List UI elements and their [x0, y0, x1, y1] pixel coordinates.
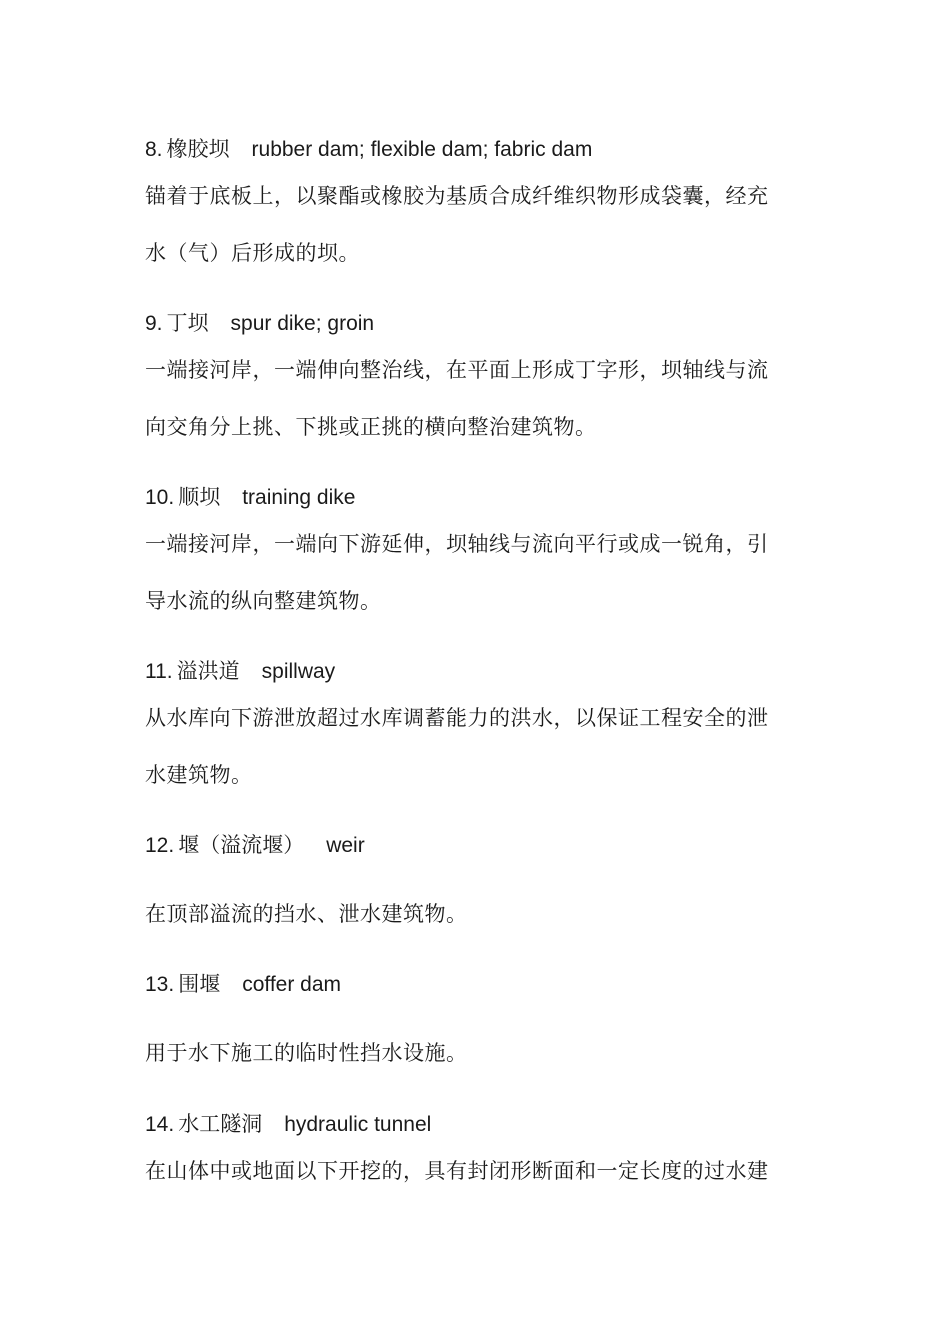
entry-definition-line: 水（气）后形成的坝。	[145, 241, 360, 265]
entry-definition-line: 一端接河岸，一端伸向整治线，在平面上形成丁字形，坝轴线与流	[145, 358, 769, 382]
entry-term: 顺坝	[178, 485, 221, 509]
entry-english: training dike	[242, 486, 356, 509]
entry-definition-line: 在山体中或地面以下开挖的，具有封闭形断面和一定长度的过水建	[145, 1159, 769, 1183]
entry-definition-line: 水建筑物。	[145, 763, 253, 787]
entry-number: 10.	[145, 486, 175, 509]
entry-term: 溢洪道	[176, 659, 240, 683]
entry-term: 水工隧洞	[178, 1112, 263, 1136]
entry-definition-line: 导水流的纵向整建筑物。	[145, 589, 382, 613]
entry-heading	[145, 657, 335, 686]
entry-heading	[145, 135, 592, 164]
entry-number: 8.	[145, 138, 163, 161]
entry-number: 12.	[145, 834, 175, 857]
entry-definition-line: 在顶部溢流的挡水、泄水建筑物。	[145, 902, 468, 926]
entry-heading	[145, 309, 374, 338]
entry-english: coffer dam	[242, 973, 342, 996]
entry-definition-line: 锚着于底板上，以聚酯或橡胶为基质合成纤维织物形成袋囊，经充	[145, 184, 769, 208]
entry-heading	[145, 970, 341, 999]
entry-heading	[145, 1110, 431, 1139]
entry-term: 橡胶坝	[166, 137, 230, 161]
entry-definition-line: 从水库向下游泄放超过水库调蓄能力的洪水，以保证工程安全的泄	[145, 706, 769, 730]
entry-heading	[145, 831, 365, 860]
entry-number: 11.	[145, 660, 173, 683]
entry-definition-line: 向交角分上挑、下挑或正挑的横向整治建筑物。	[145, 415, 597, 439]
entry-number: 14.	[145, 1113, 175, 1136]
entry-number: 9.	[145, 312, 163, 335]
entry-english: rubber dam; flexible dam; fabric dam	[251, 138, 593, 161]
entry-number: 13.	[145, 973, 175, 996]
entry-term: 围堰	[178, 972, 221, 996]
entry-definition-line: 一端接河岸，一端向下游延伸，坝轴线与流向平行或成一锐角，引	[145, 532, 769, 556]
entry-term: 堰（溢流堰）	[178, 833, 305, 857]
entry-heading	[145, 483, 355, 512]
entry-definition-line: 用于水下施工的临时性挡水设施。	[145, 1041, 468, 1065]
entry-english: spur dike; groin	[230, 312, 375, 335]
entry-english: weir	[326, 834, 365, 857]
entry-english: hydraulic tunnel	[284, 1113, 432, 1136]
entry-english: spillway	[261, 660, 336, 683]
entry-term: 丁坝	[166, 311, 209, 335]
